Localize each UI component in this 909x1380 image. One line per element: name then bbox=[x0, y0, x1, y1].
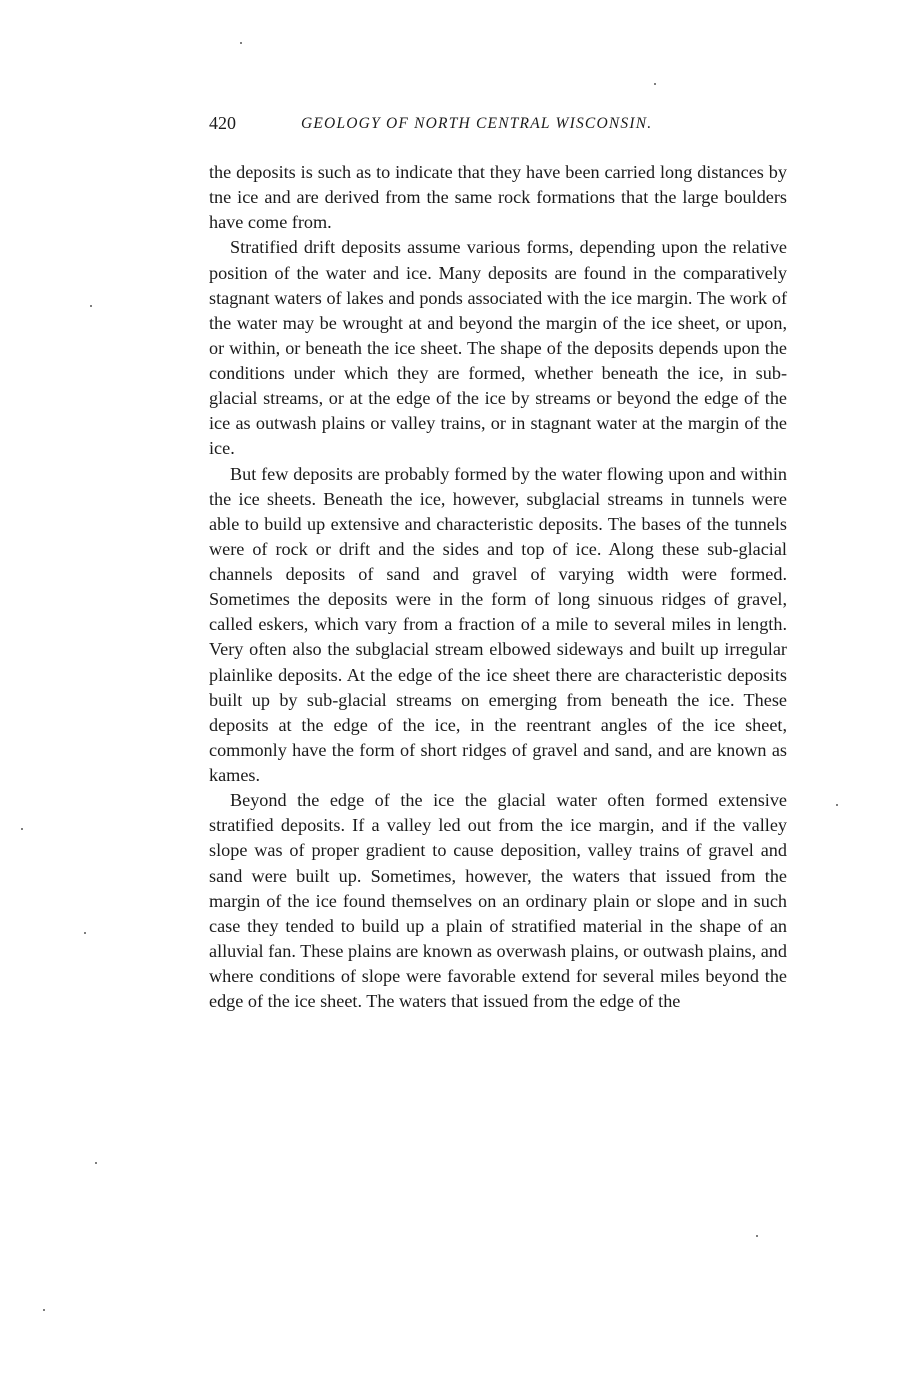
paper-speck bbox=[836, 804, 838, 806]
page-number: 420 bbox=[209, 113, 236, 133]
paper-speck bbox=[84, 932, 86, 934]
paragraph-subglacial-deposits: But few deposits are probably formed by the water flowing upon and within the ice sheets. Beneath the ice, however, subglacial streams in tunnels were able to build up extensive and characteristic deposits. The bases of the tunnels were of rock or drift and the sides and top of ice. Along these sub-glacial channels deposits of sand and gravel of varying width were formed. Sometimes the deposits were in the form of long sinuous ridges of gravel, called eskers, which vary from a fraction of a mile to several miles in length. Very often also the subglacial stream elbowed sideways and built up irregular plainlike deposits. At the edge of the ice sheet there are characteristic deposits built up by sub-glacial streams on emerging from beneath the ice. These deposits at the edge of the ice, in the reentrant angles of the ice sheet, commonly have the form of short ridges of gravel and sand, and are known as kames. bbox=[209, 463, 787, 785]
paper-speck bbox=[43, 1309, 45, 1311]
paragraph-beyond-ice-edge: Beyond the edge of the ice the glacial water often formed extensive stratified deposits. If a valley led out from the ice margin, and if the valley slope was of proper gradient to cause deposition, valley trains of gravel and sand were built up. Sometimes, however, the waters that issued from the margin of the ice found themselves on an ordinary plain or slope and in such case they tended to build up a plain of stratified material in the shape of an alluvial fan. These plains are known as overwash plains, or outwash plains, and where conditions of slope were favorable extend for several miles beyond the edge of the ice sheet. The waters that issued from the edge of the bbox=[209, 790, 787, 1012]
paper-speck bbox=[95, 1162, 97, 1164]
paper-speck bbox=[21, 828, 23, 830]
paper-speck bbox=[756, 1235, 758, 1237]
paper-speck bbox=[90, 305, 92, 307]
page-body bbox=[209, 160, 787, 1014]
paragraph-stratified-drift: Stratified drift deposits assume various forms, depending upon the relative position of the water and ice. Many deposits are found in the comparatively stagnant waters of lakes and ponds associated with the ice margin. The work of the water may be wrought at and beyond the margin of the ice sheet, or upon, or within, or beneath the ice sheet. The shape of the deposits depends upon the conditions under which they are formed, whether beneath the ice, in sub-glacial streams, or at the edge of the ice by streams or beyond the edge of the ice as outwash plains or valley trains, or in stagnant water at the margin of the ice. bbox=[209, 237, 787, 459]
paper-speck bbox=[240, 42, 242, 44]
running-title: GEOLOGY OF NORTH CENTRAL WISCONSIN. bbox=[301, 115, 653, 132]
paper-speck bbox=[654, 83, 656, 85]
paragraph-continuation: the deposits is such as to indicate that they have been carried long distances by tne ice and are derived from the same rock formations that the large boulders have come from. bbox=[209, 162, 787, 233]
page-header bbox=[209, 111, 787, 141]
